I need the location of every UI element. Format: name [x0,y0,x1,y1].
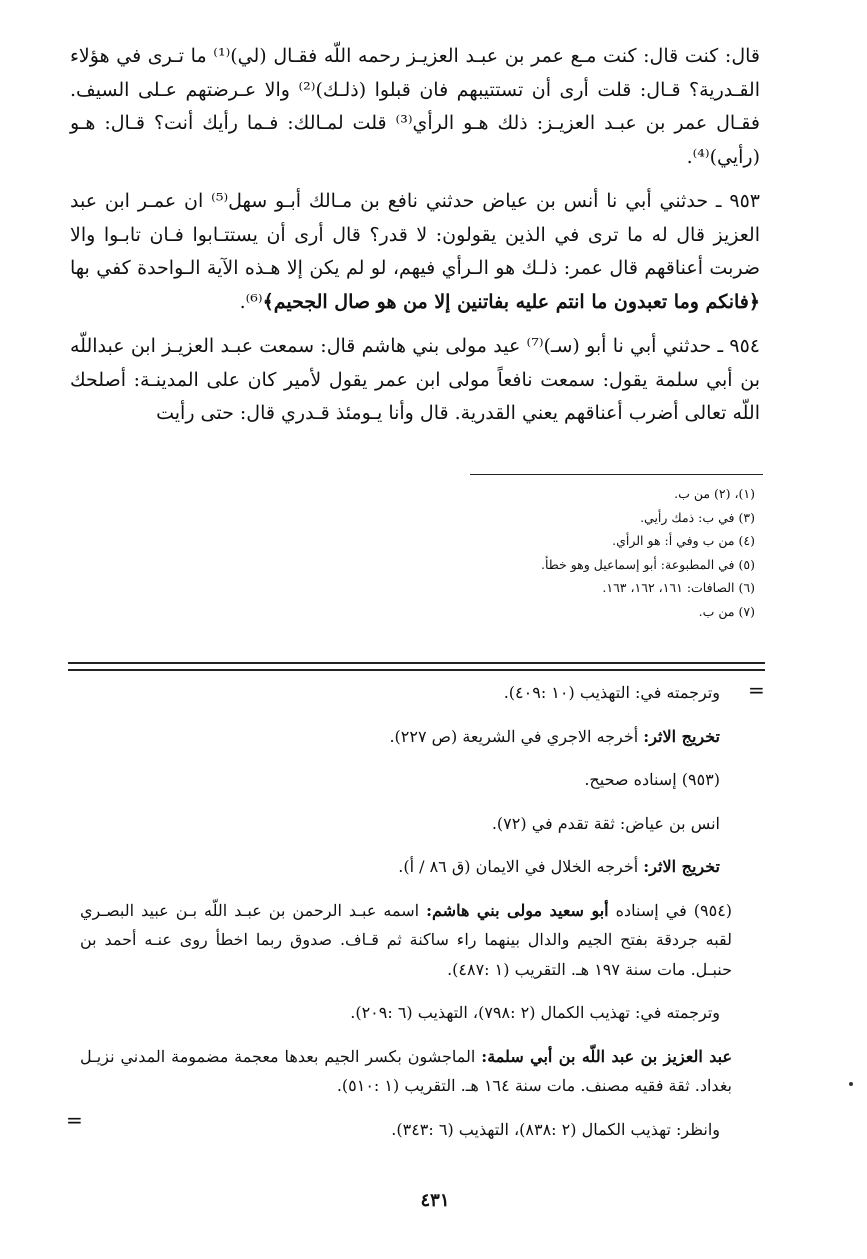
commentary-paragraph [80,1042,760,1101]
footnote-item: (٤) من ب وفي أ: هو الرأي. [612,533,755,548]
footnote-item: (٥) في المطبوعة: أبو إسماعيل وهو خطأ. [540,556,755,572]
commentary-line: (٩٥٣) إسناده صحيح. [584,770,720,789]
scan-speck [849,1082,853,1086]
main-text-body [70,40,760,442]
footnote-ref-6: ⁽⁶⁾. [239,290,263,313]
commentary-text: (٩٥٤) في إسناده [608,900,733,920]
paragraph-952-continuation: قال: كنت قال: كنت مـع عمر بن عبـد العزيـز رحمه اللّه فقـال (لي)⁽¹⁾ ما تـرى في هؤلاء القـدرية؟ قـال: قلت أرى أن تستتيبهم فان قبلوا (ذلـك)⁽²⁾ والا عـرضتهم عـلى السيف. فقـال عمر بن عبـد العزيـز: ذلك هـو الرأي⁽³⁾ قلت لمـالك: فـما رأيك أنت؟ قـال: هـو (رأيي)⁽⁴⁾. [70,45,761,168]
commentary-heading: تخريج الاثر: [643,726,720,746]
paragraph-953-text: ٩٥٣ ـ حدثني أبي نا أنس بن عياض حدثني نافع بن مـالك أبـو سهل⁽⁵⁾ ان عمـر ابن عبد العزيز قال له ما ترى في الذين يقولون: لا قدر؟ قال أرى أن يستتـابوا فـان تابـوا والا ضربت أعناقهم قال عمر: ذلـك هو الـرأي فيهم، لو لم يكن إلا هـذه الآية الـواحدة كفي بها [70,190,760,279]
commentary-section [80,678,760,1158]
footnote-item: (١)، (٢) من ب. [674,486,755,501]
commentary-line: وترجمته في: التهذيب (١٠ :٤٠٩). [503,683,720,702]
quranic-verse: ﴿فانكم وما تعبدون ما انتم عليه بفاتنين إلا من هو صال الجحيم﴾ [262,290,760,313]
footnote-item: (٧) من ب. [698,603,755,619]
narrator-name: عبد العزيز بن عبد اللّه بن أبي سلمة: [481,1046,733,1066]
commentary-line [80,722,760,752]
commentary-paragraph [80,896,760,985]
commentary-text: الماجشون بكسر الجيم بعدها معجمة مضمومة المدني نزيـل بغداد. ثقة فقيه مصنف. مات سنة ١٦٤ هـ. التقريب (١ :٥١٠). [80,1046,732,1095]
commentary-divider [68,662,765,671]
footnote-separator [470,474,763,475]
commentary-text: أخرجه الخلال في الايمان (ق ٨٦ / أ). [398,857,644,876]
commentary-line: وترجمته في: تهذيب الكمال (٢ :٧٩٨)، التهذيب (٦ :٢٠٩). [350,1003,720,1022]
commentary-text: أخرجه الاجري في الشريعة (ص ٢٢٧). [389,726,644,746]
page-number: ٤٣١ [420,1190,450,1211]
commentary-text: اسمه عبـد الرحمن بن عبـد اللّه بـن عبيد البصـري لقبه جردقة بفتح الجيم والدال بينهما راء ساكنة ثم قـاف. صدوق ربما اخطأ روى عنـه أحمد بن حنبـل. مات سنة ١٩٧ هـ. التقريب (١ :٤٨٧). [80,900,732,979]
footnotes [470,482,755,623]
commentary-line: انس بن عياض: ثقة تقدم في (٧٢). [491,813,720,833]
commentary-heading: تخريج الاثر: [643,857,720,876]
footnote-item: (٣) في ب: ذمك رأيي. [640,509,755,525]
paragraph-953 [70,185,760,319]
commentary-line [80,852,760,882]
commentary-line: وانظر: تهذيب الكمال (٢ :٨٣٨)، التهذيب (٦ :٣٤٣). [391,1119,720,1139]
narrator-name: أبو سعيد مولى بني هاشم: [426,900,609,920]
continuation-mark-top: = [748,678,765,702]
continuation-mark-bottom: = [66,1108,83,1132]
paragraph-954: ٩٥٤ ـ حدثني أبي نا أبو (سـ)⁽⁷⁾ عيد مولى بني هاشم قال: سمعت عبـد العزيـز ابن عبداللّه بن أبي سلمة يقول: سمعت نافعاً مولى ابن عمر يقول لأمير كان على المدينـة: أصلحك اللّه تعالى أضرب أعناقهم يعني القدرية. قال وأنا يـومئذ قـدري قال: حتى رأيت [70,335,760,424]
footnote-item: (٦) الصافات: ١٦١، ١٦٢، ١٦٣. [602,580,755,595]
